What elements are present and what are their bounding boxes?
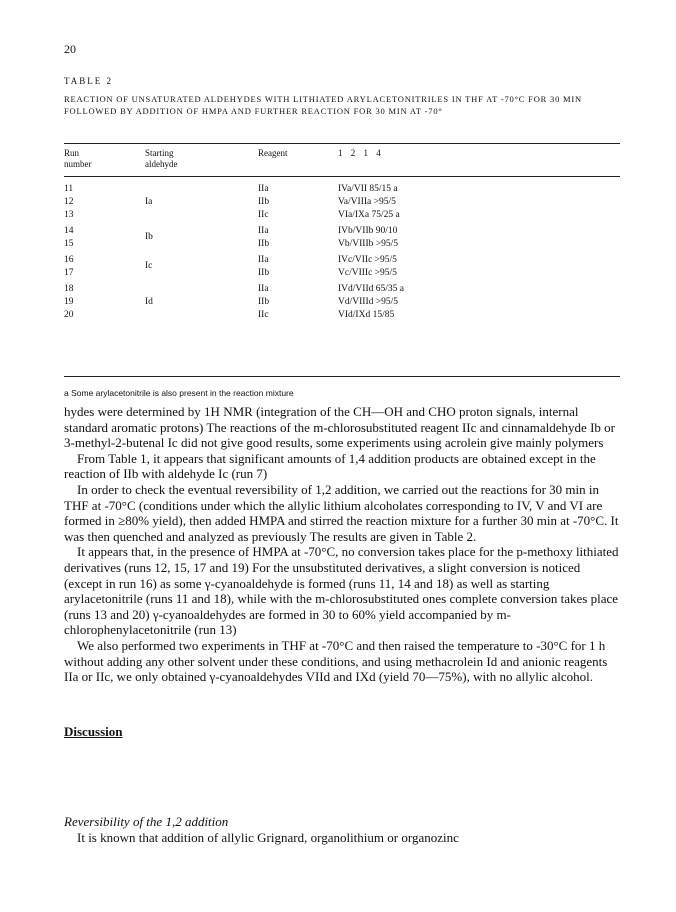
- row-reagent: IIc: [258, 210, 269, 220]
- row-ratio: IVd/VIId 65/35 a: [338, 284, 404, 294]
- row-run: 11: [64, 184, 74, 194]
- header-run: Run number: [64, 148, 92, 169]
- subsection-heading: Reversibility of the 1,2 addition: [64, 814, 229, 829]
- row-reagent: IIb: [258, 268, 270, 278]
- paragraph: It appears that, in the presence of HMPA at -70°C, no conversion takes place for the p-methoxy lithiated derivatives (runs 12, 15, 17 and 19) For the unsubstituted derivatives, a slight conversion is noticed (except in run 16) as some γ-cyanoaldehyde is formed (runs 11, 14 and 18) as well as starting arylacetonitrile (runs 11 and 18), while with the m-chlorosubstituted ones complete conversion takes place (runs 13 and 20) γ-cyanoaldehydes are formed in 30 to 60% yield accompanied by m-chlorophenylacetonitrile (run 13): [64, 544, 619, 638]
- row-reagent: IIa: [258, 184, 269, 194]
- row-run: 15: [64, 239, 74, 249]
- row-ratio: Vc/VIIIc >95/5: [338, 268, 397, 278]
- row-run: 16: [64, 255, 74, 265]
- row-reagent: IIa: [258, 255, 269, 265]
- row-reagent: IIc: [258, 310, 269, 320]
- row-aldehyde: Ib: [145, 232, 153, 242]
- row-ratio: IVc/VIIc >95/5: [338, 255, 397, 265]
- row-run: 17: [64, 268, 74, 278]
- row-run: 19: [64, 297, 74, 307]
- row-reagent: IIa: [258, 284, 269, 294]
- row-run: 18: [64, 284, 74, 294]
- paragraph: From Table 1, it appears that significant amounts of 1,4 addition products are obtained except in the reaction of IIb with aldehyde Ic (run 7): [64, 450, 596, 482]
- row-reagent: IIb: [258, 239, 270, 249]
- row-run: 12: [64, 197, 74, 207]
- row-ratio: Vd/VIIId >95/5: [338, 297, 398, 307]
- table-footnote: a Some arylacetonitrile is also present in the reaction mixture: [64, 388, 294, 398]
- page-number: 20: [64, 42, 76, 56]
- row-run: 20: [64, 310, 74, 320]
- row-aldehyde: Ia: [145, 197, 153, 207]
- body-text: [64, 404, 620, 685]
- row-aldehyde: Id: [145, 297, 153, 307]
- row-aldehyde: Ic: [145, 261, 153, 271]
- row-run: 13: [64, 210, 74, 220]
- row-ratio: IVb/VIIb 90/10: [338, 226, 398, 236]
- paragraph: In order to check the eventual reversibility of 1,2 addition, we carried out the reactions for 30 min in THF at -70°C (conditions under which the allylic lithium alcoholates corresponding to IV, V and VI are formed in ≥80% yield), then added HMPA and stirred the reaction mixture for a further 30 min at -70°C. It was then quenched and analyzed as previously The results are given in Table 2.: [64, 481, 619, 544]
- row-ratio: VIa/IXa 75/25 a: [338, 210, 400, 220]
- paragraph: It is known that addition of allylic Grignard, organolithium or organozinc: [77, 830, 459, 845]
- row-ratio: VId/IXd 15/85: [338, 310, 395, 320]
- row-run: 14: [64, 226, 74, 236]
- table-header-rule: [64, 176, 620, 177]
- row-reagent: IIb: [258, 297, 270, 307]
- table-top-rule: [64, 143, 620, 144]
- paragraph: We also performed two experiments in THF at -70°C and then raised the temperature to -30°C for 1 h without adding any other solvent under these conditions, and using methacrolein Id and anionic reagents IIa or IIc, we only obtained γ-cyanoaldehydes VIId and IXd (yield 70—75%), with no allylic alcohol.: [64, 637, 608, 685]
- row-reagent: IIa: [258, 226, 269, 236]
- row-ratio: Va/VIIIa >95/5: [338, 197, 396, 207]
- table-label: TABLE 2: [64, 76, 114, 86]
- table-bottom-rule: [64, 376, 620, 377]
- section-heading-discussion: Discussion: [64, 724, 123, 739]
- header-reagent: Reagent: [258, 148, 288, 158]
- table-caption: REACTION OF UNSATURATED ALDEHYDES WITH LITHIATED ARYLACETONITRILES IN THF AT -70°C FOR 30 MIN FOLLOWED BY ADDITION OF HMPA AND FURTHER REACTION FOR 30 MIN AT -70°: [64, 94, 582, 116]
- row-ratio: Vb/VIIIb >95/5: [338, 239, 398, 249]
- row-reagent: IIb: [258, 197, 270, 207]
- header-ratio: 1 2 1 4: [338, 148, 384, 158]
- paragraph: hydes were determined by 1H NMR (integration of the CH—OH and CHO proton signals, internal standard aromatic protons) The reactions of the m-chlorosubstituted reagent IIc and cinnamaldehyde Ib or 3-methyl-2-butenal Ic did not give good results, some experiments using acrolein give mainly polymers: [64, 404, 615, 451]
- header-aldehyde: Starting aldehyde: [145, 148, 178, 169]
- row-ratio: IVa/VII 85/15 a: [338, 184, 398, 194]
